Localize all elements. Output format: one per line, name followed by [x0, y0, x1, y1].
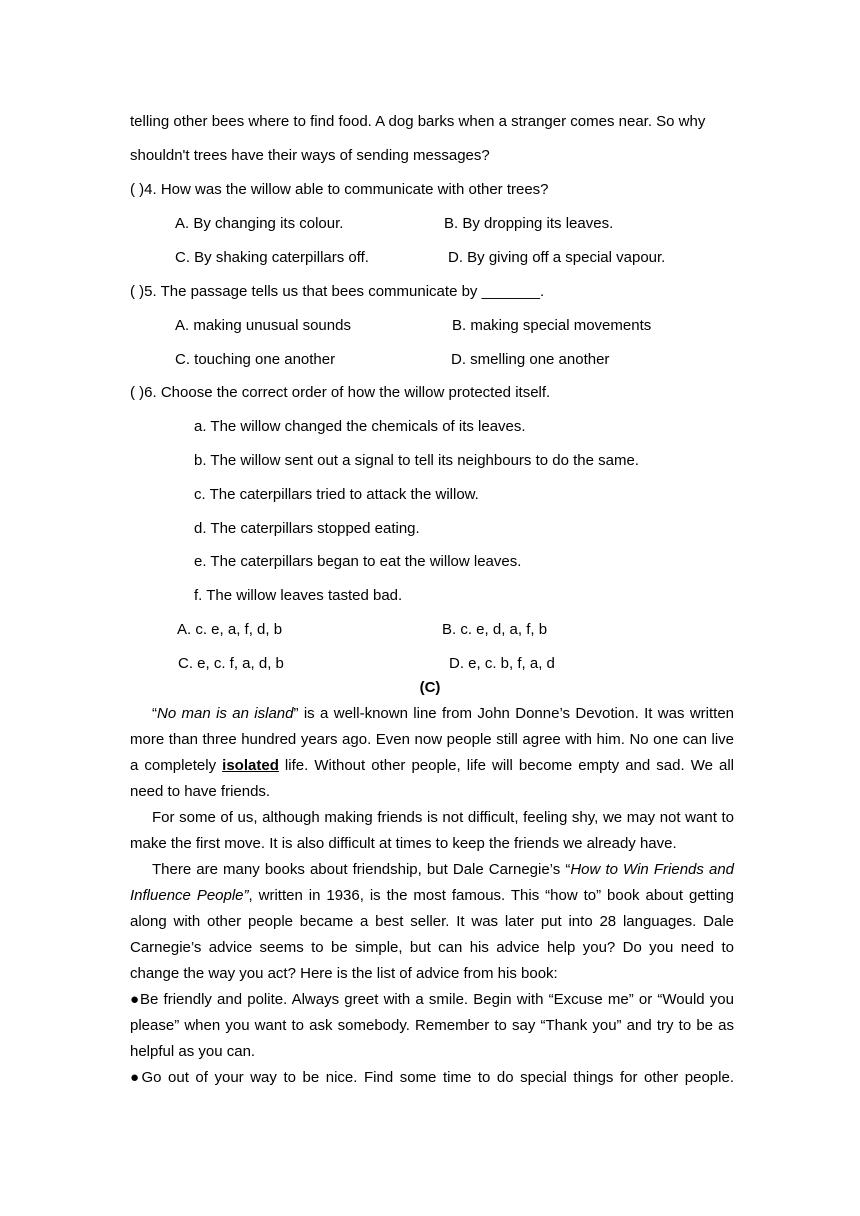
- q6-option-c: C. e, c. f, a, d, b: [178, 655, 284, 672]
- quote-title: No man is an island: [157, 705, 294, 722]
- answer-blank[interactable]: ( ): [130, 283, 145, 300]
- q4-option-c: C. By shaking caterpillars off.: [175, 249, 369, 266]
- question-4: [130, 180, 549, 200]
- advice-bullet-1: ●Be friendly and polite. Always greet with a smile. Begin with “Excuse me” or “Would you please” when you want to ask somebody. Remember to say “Thank you” and try to be as helpful as you can.: [130, 991, 734, 1060]
- q6-step-e: e. The caterpillars began to eat the willow leaves.: [194, 553, 522, 570]
- q6-step-f: f. The willow leaves tasted bad.: [194, 587, 403, 604]
- intro-line-1: telling other bees where to find food. A dog barks when a stranger comes near. So why: [130, 113, 706, 130]
- q6-step-d: d. The caterpillars stopped eating.: [194, 520, 420, 537]
- question-stem: 5. The passage tells us that bees communicate by _______.: [144, 283, 545, 300]
- intro-line-2: shouldn't trees have their ways of sending messages?: [130, 147, 490, 164]
- passage-c: [130, 701, 734, 1091]
- q6-step-c: c. The caterpillars tried to attack the willow.: [194, 486, 479, 503]
- q5-option-c: C. touching one another: [175, 351, 336, 368]
- q4-option-d: D. By giving off a special vapour.: [448, 249, 666, 266]
- section-heading: (C): [419, 679, 441, 696]
- q6-option-a: A. c. e, a, f, d, b: [177, 621, 283, 638]
- q5-option-d: D. smelling one another: [451, 351, 610, 368]
- underlined-keyword: isolated: [222, 757, 279, 774]
- q4-option-b: B. By dropping its leaves.: [444, 215, 614, 232]
- paragraph-3: There are many books about friendship, but Dale Carnegie’s “How to Win Friends and Influence People”, written in 1936, is the most famous. This “how to” book about getting along with other people became a best seller. It was later put into 28 languages. Dale Carnegie’s advice seems to be simple, but can his advice help you? Do you need to change the way you act? Here is the list of advice from his book:: [130, 861, 735, 982]
- q4-option-a: A. By changing its colour.: [175, 215, 344, 232]
- q6-option-d: D. e, c. b, f, a, d: [449, 655, 555, 672]
- question-stem: 4. How was the willow able to communicate with other trees?: [144, 181, 549, 198]
- answer-blank[interactable]: ( ): [130, 181, 145, 198]
- question-stem: 6. Choose the correct order of how the willow protected itself.: [144, 384, 551, 401]
- question-5: [130, 282, 544, 302]
- q6-step-a: a. The willow changed the chemicals of its leaves.: [194, 418, 526, 435]
- advice-bullet-2: ●Go out of your way to be nice. Find some time to do special things for other people.: [130, 1069, 734, 1086]
- q6-step-b: b. The willow sent out a signal to tell its neighbours to do the same.: [194, 452, 639, 469]
- paragraph-1: “No man is an island” is a well-known line from John Donne’s Devotion. It was written more than three hundred years ago. Even now people still agree with him. No one can live a completely isolated life. Without other people, life will become empty and sad. We all need to have friends.: [130, 705, 735, 800]
- question-6: [130, 383, 550, 403]
- q6-option-b: B. c. e, d, a, f, b: [442, 621, 548, 638]
- paragraph-2: For some of us, although making friends is not difficult, feeling shy, we may not want to make the first move. It is also difficult at times to keep the friends we already have.: [130, 809, 734, 852]
- book-title: How to Win Friends and Influence People”: [130, 861, 735, 904]
- q5-option-b: B. making special movements: [452, 317, 652, 334]
- q5-option-a: A. making unusual sounds: [175, 317, 351, 334]
- answer-blank[interactable]: ( ): [130, 384, 145, 401]
